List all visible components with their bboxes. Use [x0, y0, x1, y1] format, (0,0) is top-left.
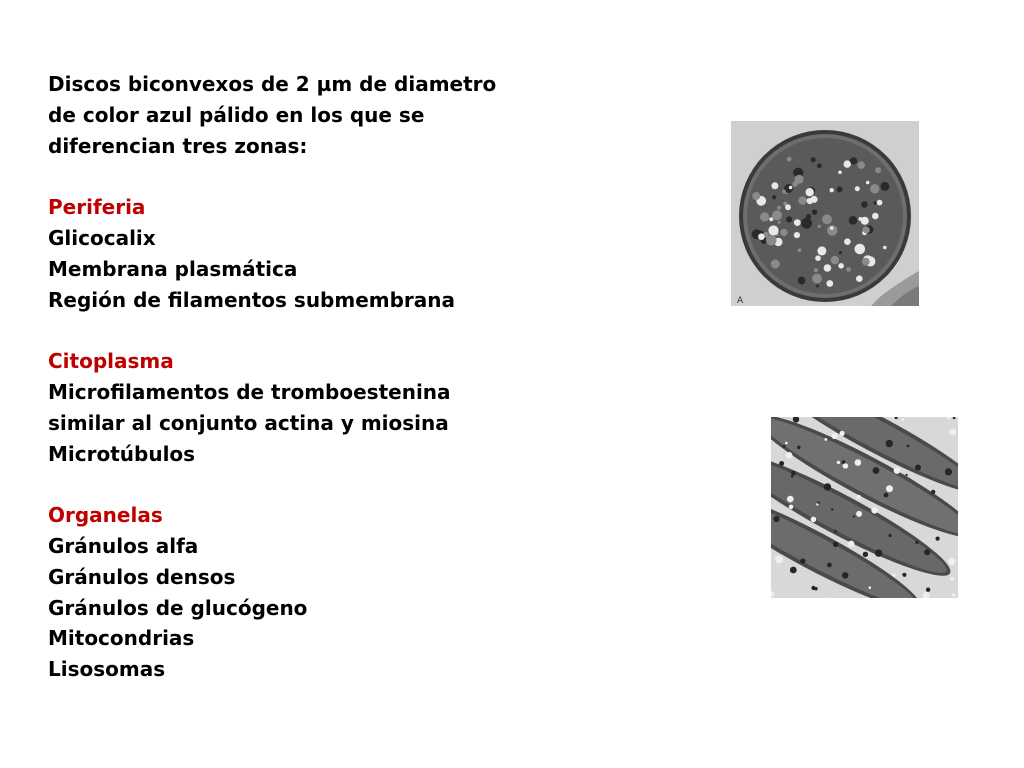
granule	[880, 182, 889, 191]
granule	[857, 161, 865, 169]
granule	[812, 209, 818, 215]
list-item: Región de filamentos submembrana	[48, 287, 456, 312]
granule	[771, 182, 778, 189]
granule	[773, 516, 779, 522]
granule	[863, 227, 869, 233]
granule	[856, 275, 863, 282]
granule	[926, 588, 930, 592]
granule	[931, 490, 935, 494]
intro-line: Discos biconvexos de 2 µm de diametro	[48, 72, 497, 96]
granule	[837, 187, 843, 193]
granule	[779, 461, 784, 466]
granule	[952, 593, 956, 597]
image-label: A	[737, 296, 744, 306]
granule	[844, 238, 851, 245]
granule	[856, 511, 862, 517]
granule	[837, 461, 840, 464]
granule	[877, 200, 883, 206]
granule	[817, 163, 822, 168]
granule	[842, 572, 848, 578]
granule	[873, 201, 876, 204]
granule	[838, 171, 842, 175]
granule	[831, 256, 839, 264]
intro-line: diferencian tres zonas:	[48, 133, 308, 158]
granule	[778, 221, 781, 224]
granule	[815, 255, 821, 261]
granule	[862, 258, 870, 266]
granule	[769, 217, 773, 221]
granule	[949, 429, 956, 436]
granule	[861, 201, 868, 208]
granule	[872, 213, 879, 220]
granule	[870, 184, 879, 193]
granule	[791, 471, 796, 476]
list-item: Gránulos densos	[48, 564, 236, 589]
list-item: Gránulos de glucógeno	[48, 595, 308, 620]
granule	[811, 586, 815, 590]
elongated-cells-micrograph	[771, 417, 958, 598]
granule	[811, 517, 817, 523]
granule	[785, 204, 791, 210]
granule	[853, 515, 855, 517]
granule	[812, 274, 822, 284]
granule	[777, 206, 781, 210]
granule	[839, 251, 842, 254]
granule	[794, 232, 800, 238]
list-item: Membrana plasmática	[48, 256, 298, 281]
granule	[789, 186, 793, 190]
list-item: Glicocalix	[48, 225, 156, 250]
granule	[906, 474, 908, 476]
section-heading-organelas: Organelas	[48, 503, 163, 528]
granule	[817, 246, 826, 255]
granule	[843, 463, 849, 469]
platelet-micrograph	[731, 121, 919, 306]
granule	[846, 267, 851, 272]
granule	[798, 277, 806, 285]
granule	[830, 226, 834, 230]
granule	[832, 433, 838, 439]
granule	[792, 181, 797, 186]
intro-line: de color azul pálido en los que se	[48, 102, 425, 127]
granule	[915, 541, 918, 544]
list-item: Lisosomas	[48, 657, 166, 682]
granule	[806, 188, 814, 196]
granule	[786, 216, 792, 222]
list-item: Microtúbulos	[48, 441, 196, 466]
granule	[875, 167, 881, 173]
granule	[768, 225, 778, 235]
granule	[875, 549, 882, 556]
granule	[902, 573, 906, 577]
granule	[833, 542, 838, 547]
platelet-micrograph-drawing	[731, 121, 919, 306]
granule	[831, 508, 833, 510]
granule	[830, 188, 834, 192]
granule	[811, 157, 816, 162]
granule	[857, 495, 861, 499]
granule	[924, 549, 930, 555]
granule	[948, 558, 956, 566]
granule	[915, 465, 921, 471]
text-block	[48, 69, 668, 685]
granule	[772, 195, 776, 199]
granule	[950, 577, 953, 580]
list-item: Gránulos alfa	[48, 533, 199, 558]
granule	[855, 244, 866, 255]
granule	[873, 467, 880, 474]
granule	[863, 552, 868, 557]
granule	[892, 574, 895, 577]
granule	[871, 507, 878, 514]
granule	[766, 235, 777, 246]
list-item: similar al conjunto actina y miosina	[48, 410, 449, 435]
granule	[787, 157, 792, 162]
granule	[794, 219, 801, 226]
granule	[824, 438, 827, 441]
granule	[790, 567, 797, 574]
granule	[894, 467, 901, 474]
list-item: Microfilamentos de tromboestenina	[48, 379, 451, 404]
granule	[800, 558, 805, 563]
granule	[849, 216, 858, 225]
granule	[782, 190, 786, 194]
granule	[814, 268, 818, 272]
granule	[816, 285, 819, 288]
granule	[752, 192, 760, 200]
granule	[866, 181, 870, 185]
granule	[834, 530, 837, 533]
granule	[822, 215, 832, 225]
granule	[775, 556, 783, 564]
granule	[785, 442, 788, 445]
granule	[772, 210, 782, 220]
granule	[824, 264, 832, 272]
granule	[844, 160, 851, 167]
granule	[889, 534, 892, 537]
granule	[886, 440, 893, 447]
granule	[786, 452, 793, 459]
granule	[907, 445, 910, 448]
granule	[886, 485, 893, 492]
granule	[848, 541, 855, 548]
granule	[826, 280, 833, 287]
granule	[945, 468, 952, 475]
list-item: Mitocondrias	[48, 626, 195, 651]
granule	[859, 217, 863, 221]
granule	[791, 475, 794, 478]
granule	[840, 431, 845, 436]
granule	[855, 186, 860, 191]
granule	[797, 446, 801, 450]
granule	[883, 246, 887, 250]
granule	[816, 503, 818, 505]
granule	[771, 260, 780, 269]
granule	[760, 212, 769, 221]
granule	[855, 459, 862, 466]
granule	[827, 563, 832, 568]
granule	[838, 263, 844, 269]
granule	[892, 417, 894, 419]
granule	[783, 445, 786, 448]
section-heading-citoplasma: Citoplasma	[48, 349, 174, 374]
granule	[758, 233, 765, 240]
section-heading-periferia: Periferia	[48, 195, 146, 220]
granule	[787, 496, 794, 503]
granule	[780, 229, 787, 236]
elongated-cells-micrograph-drawing	[771, 417, 958, 598]
granule	[818, 225, 821, 228]
granule	[798, 248, 802, 252]
granule	[807, 199, 811, 203]
granule	[850, 157, 857, 164]
granule	[798, 196, 806, 204]
granule	[869, 586, 872, 589]
granule	[901, 418, 904, 421]
granule	[789, 505, 794, 510]
granule	[936, 537, 940, 541]
granule	[824, 483, 831, 490]
granule	[801, 218, 812, 229]
granule	[884, 493, 889, 498]
